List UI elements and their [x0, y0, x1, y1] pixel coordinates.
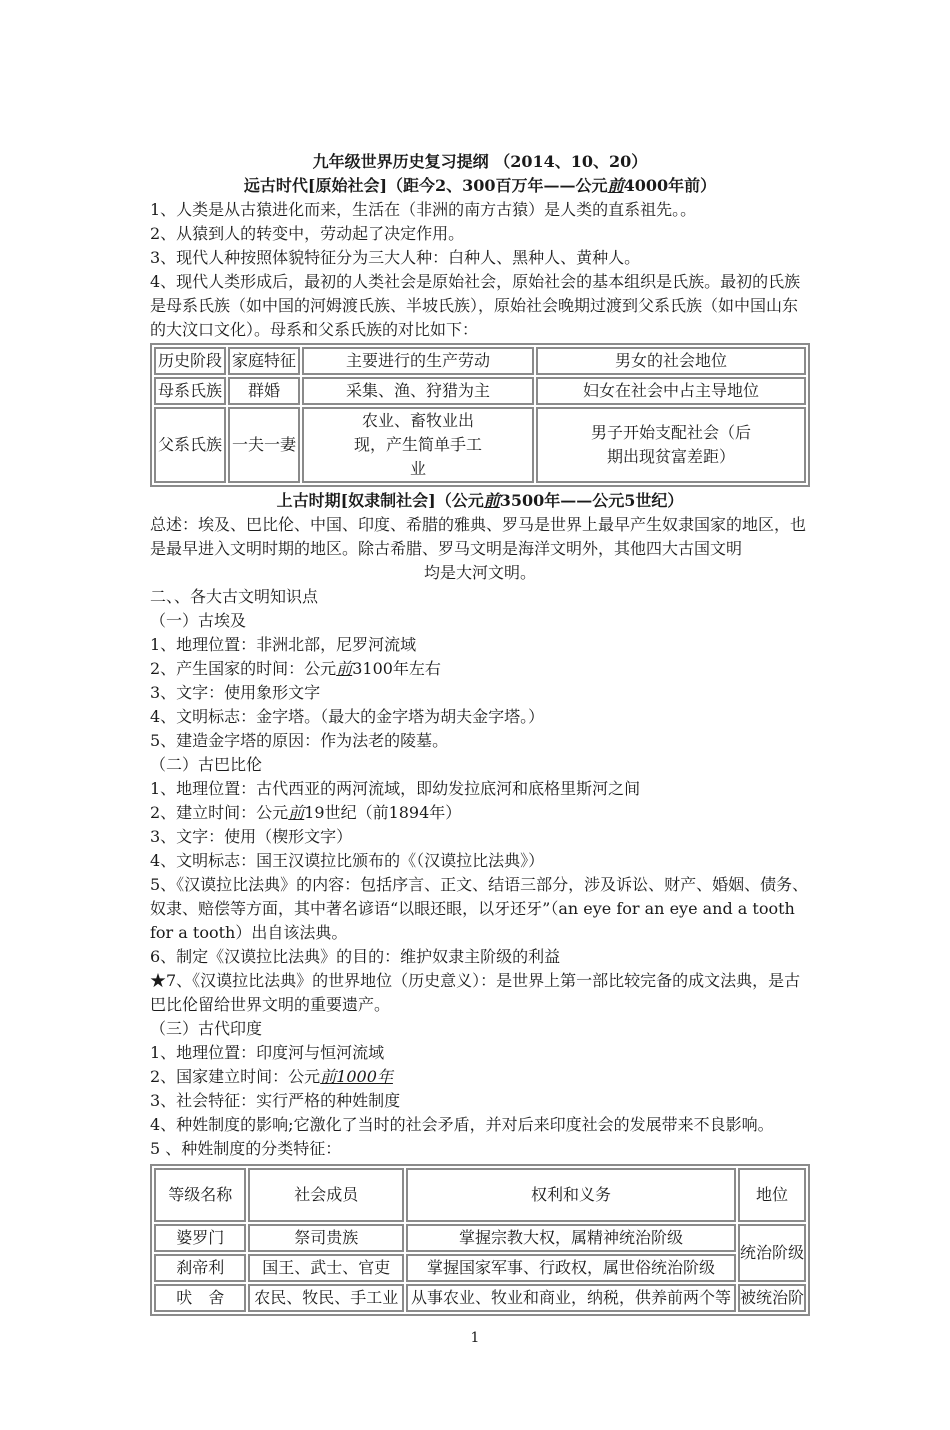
- paragraph: 2、从猿到人的转变中，劳动起了决定作用。: [150, 224, 465, 243]
- table-row: [154, 407, 806, 483]
- list-item: ★7、《汉谟拉比法典》的世界地位（历史意义）：是世界上第一部比较完备的成文法典，是古巴比伦留给世界文明的重要遗产。: [150, 971, 801, 1014]
- summary-paragraph: 总述：埃及、巴比伦、中国、印度、希腊的雅典、罗马是世界上最早产生奴隶国家的地区，也是最早进入文明时期的地区。除古希腊、罗马文明是海洋文明外，其他四大古国文明: [150, 515, 807, 558]
- list-item: 3、社会特征：实行严格的种姓制度: [150, 1091, 401, 1110]
- table-cell: 掌握宗教大权，属精神统治阶级: [406, 1224, 736, 1252]
- egypt-title: （一）古埃及: [150, 611, 247, 630]
- table-header-cell: 主要进行的生产劳动: [302, 347, 534, 375]
- table-cell: 国王、武士、官吏: [248, 1254, 404, 1282]
- list-item: [150, 1065, 810, 1089]
- table-cell: 吠 舍: [154, 1284, 246, 1312]
- list-item: 5 、种姓制度的分类特征：: [150, 1139, 342, 1158]
- heading-emphasis: 前: [607, 176, 624, 195]
- list-item: 1、地理位置：非洲北部，尼罗河流域: [150, 635, 417, 654]
- list-item: 3、文字：使用（楔形文字）: [150, 827, 353, 846]
- clan-comparison-table: [150, 343, 810, 487]
- list-item: 5、《汉谟拉比法典》的内容：包括序言、正文、结语三部分，涉及诉讼、财产、婚姻、债务、奴隶、赔偿等方面，其中著名谚语“以眼还眼，以牙还牙”（an eye for an eye and a tooth for a tooth）出自该法典。: [150, 875, 809, 942]
- heading-text: 3500年——公元5世纪）: [499, 491, 684, 510]
- section-heading-prehistoric: [150, 174, 810, 198]
- list-item-emphasis: 前: [336, 659, 353, 678]
- babylon-title: （二）古巴比伦: [150, 755, 263, 774]
- table-cell: 从事农业、牧业和商业，纳税，供养前两个等: [406, 1284, 736, 1312]
- table-header-cell: 等级名称: [154, 1168, 246, 1222]
- table-cell: 父系氏族: [154, 407, 226, 483]
- list-item-text: 2、产生国家的时间：公元: [150, 659, 337, 678]
- subheading: 二、、各大古文明知识点: [150, 587, 319, 606]
- table-cell: 男子开始支配社会（后期出现贫富差距）: [536, 407, 806, 483]
- list-item: [150, 801, 810, 825]
- table-header-cell: 地位: [738, 1168, 806, 1222]
- list-item: 6、制定《汉谟拉比法典》的目的：维护奴隶主阶级的利益: [150, 947, 561, 966]
- list-item: [150, 657, 810, 681]
- table-cell: 刹帝利: [154, 1254, 246, 1282]
- document-page: [150, 150, 810, 1318]
- heading-text: 4000年前）: [623, 176, 717, 195]
- page-number: 1: [470, 1330, 480, 1346]
- table-cell: 祭司贵族: [248, 1224, 404, 1252]
- list-item-text: 3100年左右: [352, 659, 441, 678]
- table-header-row: [154, 347, 806, 375]
- list-item: 1、地理位置：印度河与恒河流域: [150, 1043, 385, 1062]
- table-cell: 一夫一妻: [228, 407, 300, 483]
- list-item-emphasis: 前1000年: [320, 1067, 393, 1086]
- document-title: 九年级世界历史复习提纲 （2014、10、20）: [312, 152, 648, 171]
- heading-text: 上古时期[奴隶制社会]（公元: [276, 491, 484, 510]
- india-title: （三）古代印度: [150, 1019, 263, 1038]
- table-header-row: [154, 1168, 806, 1222]
- list-item: 4、文明标志：金字塔。（最大的金字塔为胡夫金字塔。）: [150, 707, 545, 726]
- caste-table: [150, 1164, 810, 1316]
- table-cell: 掌握国家军事、行政权，属世俗统治阶级: [406, 1254, 736, 1282]
- list-item-text: 2、建立时间：公元: [150, 803, 289, 822]
- table-cell: 被统治阶: [738, 1284, 806, 1312]
- table-header-cell: 男女的社会地位: [536, 347, 806, 375]
- table-cell: 妇女在社会中占主导地位: [536, 377, 806, 405]
- paragraph: 3、现代人种按照体貌特征分为三大人种：白种人、黑种人、黄种人。: [150, 248, 641, 267]
- table-row: [154, 1254, 806, 1282]
- table-header-cell: 历史阶段: [154, 347, 226, 375]
- table-row: [154, 1284, 806, 1312]
- table-row: [154, 377, 806, 405]
- list-item: 1、地理位置：古代西亚的两河流域，即幼发拉底河和底格里斯河之间: [150, 779, 641, 798]
- table-cell: 采集、渔、狩猎为主: [302, 377, 534, 405]
- table-cell: 母系氏族: [154, 377, 226, 405]
- table-cell: 农业、畜牧业出现，产生简单手工业: [302, 407, 534, 483]
- table-cell: 群婚: [228, 377, 300, 405]
- table-cell: 婆罗门: [154, 1224, 246, 1252]
- list-item: 5、建造金字塔的原因：作为法老的陵墓。: [150, 731, 449, 750]
- table-cell: 农民、牧民、手工业: [248, 1284, 404, 1312]
- table-cell: 统治阶级: [738, 1224, 806, 1282]
- list-item: 3、文字：使用象形文字: [150, 683, 321, 702]
- paragraph: 1、人类是从古猿进化而来，生活在（非洲的南方古猿）是人类的直系祖先。。: [150, 200, 697, 219]
- list-item: 4、种姓制度的影响;它激化了当时的社会矛盾，并对后来印度社会的发展带来不良影响。: [150, 1115, 774, 1134]
- list-item-text: 19世纪（前1894年）: [304, 803, 462, 822]
- heading-text: 远古时代[原始社会]（距今2、300百万年——公元: [243, 176, 608, 195]
- paragraph: 4、现代人类形成后，最初的人类社会是原始社会，原始社会的基本组织是氏族。最初的氏族是母系氏族（如中国的河姆渡氏族、半坡氏族），原始社会晚期过渡到父系氏族（如中国山东的大汶口文化）。母系和父系氏族的对比如下：: [150, 272, 801, 339]
- summary-paragraph-end: 均是大河文明。: [423, 563, 536, 582]
- table-header-cell: 家庭特征: [228, 347, 300, 375]
- section-heading-ancient: [150, 489, 810, 513]
- list-item-emphasis: 前: [288, 803, 305, 822]
- list-item-text: 2、国家建立时间：公元: [150, 1067, 321, 1086]
- table-header-cell: 权利和义务: [406, 1168, 736, 1222]
- table-header-cell: 社会成员: [248, 1168, 404, 1222]
- heading-emphasis: 前: [483, 491, 500, 510]
- list-item: 4、文明标志：国王汉谟拉比颁布的《（汉谟拉比法典》）: [150, 851, 545, 870]
- table-row: [154, 1224, 806, 1252]
